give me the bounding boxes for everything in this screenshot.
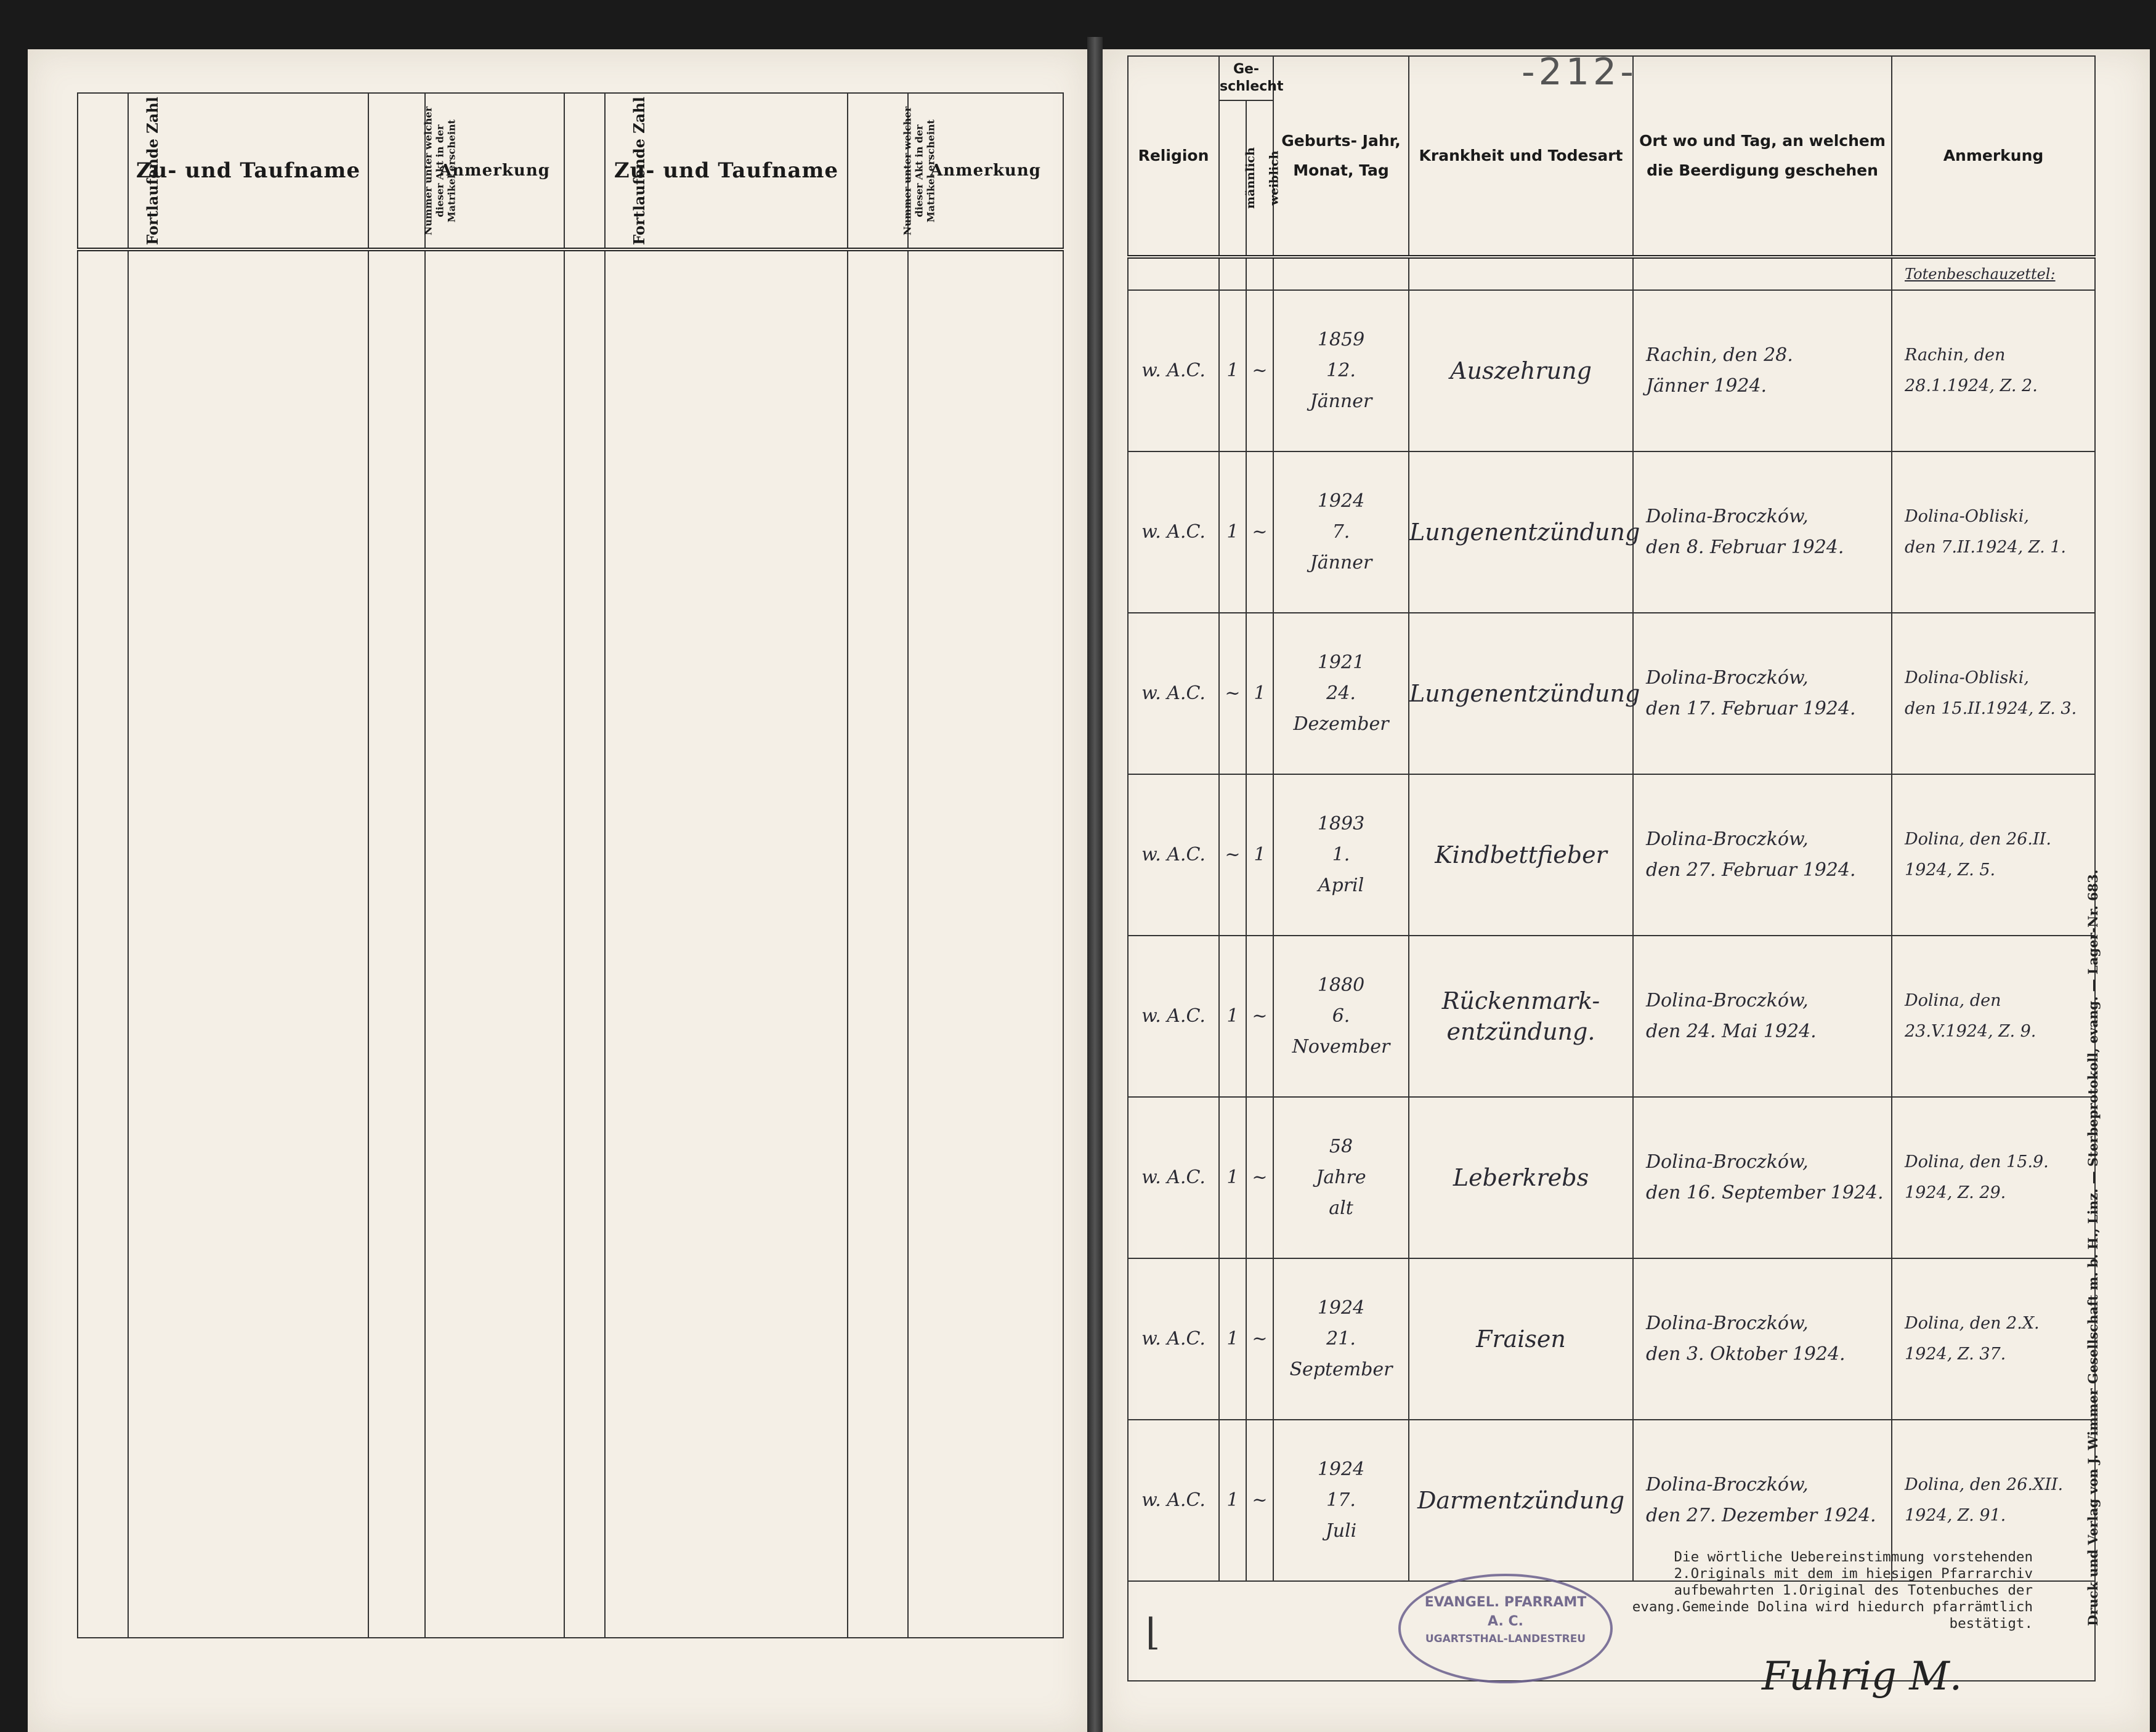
- remark-line-2: 1924, Z. 5.: [1905, 860, 1996, 880]
- birth-month: Juli: [1325, 1520, 1357, 1542]
- burial-place: Dolina-Broczków,: [1646, 1474, 1809, 1495]
- birth-day: Jahre: [1316, 1167, 1366, 1188]
- religion-cell: w. A.C.: [1141, 1005, 1206, 1027]
- remark-line-1: Dolina, den 2.X.: [1905, 1314, 2040, 1333]
- burial-date: den 3. Oktober 1924.: [1646, 1343, 1846, 1365]
- burial-date: Jänner 1924.: [1646, 375, 1767, 397]
- burial-date: den 17. Februar 1924.: [1646, 698, 1856, 719]
- page-number: -212-: [1522, 51, 1637, 94]
- cause-of-death: Leberkrebs: [1453, 1164, 1589, 1191]
- table-row: [1128, 1097, 2095, 1258]
- female-cell: 1: [1254, 844, 1266, 865]
- religion-cell: w. A.C.: [1141, 844, 1206, 865]
- birth-year: 1859: [1317, 329, 1365, 350]
- remark-line-1: Dolina, den: [1905, 991, 2001, 1010]
- female-cell: ~: [1252, 521, 1268, 543]
- religion-cell: w. A.C.: [1141, 1489, 1206, 1511]
- male-cell: 1: [1226, 521, 1239, 543]
- male-cell: 1: [1226, 1167, 1239, 1188]
- burial-date: den 24. Mai 1924.: [1646, 1021, 1817, 1042]
- birth-month: November: [1292, 1036, 1390, 1058]
- remark-line-1: Dolina, den 26.XII.: [1905, 1475, 2064, 1494]
- remark-line-2: den 7.II.1924, Z. 1.: [1905, 538, 2066, 557]
- header-krankheit: Krankheit und Todesart: [1409, 56, 1633, 257]
- remark-line-1: Dolina-Obliski,: [1905, 668, 2029, 687]
- header-anmerkung-2: Anmerkung: [908, 93, 1063, 249]
- cause-of-death: Auszehrung: [1450, 357, 1592, 384]
- note-row: [1128, 257, 2095, 290]
- certification-text: Die wörtliche Uebereinstimmung vorstehenden 2.Originals mit dem im hiesigen Pfarrarchiv aufbewahrten 1.Original des Totenbuches der evang.Gemeinde Dolina wird hiedurch pfarrämtlich bestätigt.: [1632, 1549, 2033, 1632]
- header-geschlecht: Ge-schlecht: [1219, 56, 1273, 100]
- male-cell: ~: [1225, 844, 1241, 865]
- header-ort: Ort wo und Tag, an welchem die Beerdigung geschehen: [1633, 56, 1892, 257]
- burial-place: Dolina-Broczków,: [1646, 990, 1809, 1011]
- table-row: [1128, 936, 2095, 1097]
- row-end-mark: ⌊: [1146, 1611, 1161, 1654]
- birth-year: 58: [1329, 1136, 1353, 1157]
- scan-border: [0, 0, 2156, 49]
- remark-line-1: Dolina, den 15.9.: [1905, 1152, 2049, 1172]
- header-weiblich: weiblich: [1246, 100, 1273, 257]
- female-cell: ~: [1252, 1167, 1268, 1188]
- remark-line-1: Dolina, den 26.II.: [1905, 830, 2051, 849]
- burial-place: Dolina-Broczków,: [1646, 1313, 1809, 1334]
- male-cell: 1: [1226, 1328, 1239, 1350]
- header-name-2: Zu- und Taufname: [605, 93, 848, 249]
- remark-line-1: Rachin, den: [1905, 346, 2006, 365]
- cause-of-death: Lungenentzündung: [1409, 680, 1640, 707]
- male-cell: 1: [1226, 1005, 1239, 1027]
- birth-month: alt: [1329, 1197, 1353, 1219]
- remark-line-2: 28.1.1924, Z. 2.: [1905, 376, 2038, 395]
- header-maennlich: männlich: [1219, 100, 1246, 257]
- book-spine: [1087, 37, 1103, 1732]
- burial-date: den 27. Februar 1924.: [1646, 859, 1856, 881]
- remark-line-2: 1924, Z. 37.: [1905, 1345, 2006, 1364]
- birth-day: 12.: [1326, 360, 1356, 381]
- table-row: [1128, 1258, 2095, 1420]
- right-page: [1103, 49, 2150, 1732]
- religion-cell: w. A.C.: [1141, 682, 1206, 704]
- birth-month: Jänner: [1310, 552, 1372, 573]
- empty-row: [78, 249, 1063, 1638]
- table-row: [1128, 613, 2095, 774]
- female-cell: ~: [1252, 1328, 1268, 1350]
- header-nummer: Nummer unter welcher dieser Akt in der Matrikel erscheint: [368, 93, 425, 249]
- death-register-table: [1127, 55, 2096, 1681]
- female-cell: ~: [1252, 1489, 1268, 1511]
- birth-year: 1924: [1317, 1297, 1365, 1319]
- header-anmerkung-right: Anmerkung: [1892, 56, 2095, 257]
- burial-place: Rachin, den 28.: [1646, 344, 1793, 366]
- birth-year: 1893: [1317, 813, 1365, 835]
- female-cell: ~: [1252, 1005, 1268, 1027]
- birth-day: 7.: [1332, 521, 1350, 543]
- cause-of-death: Rückenmark-entzündung.: [1441, 987, 1600, 1045]
- burial-place: Dolina-Broczków,: [1646, 506, 1809, 527]
- birth-day: 17.: [1326, 1489, 1356, 1511]
- religion-cell: w. A.C.: [1141, 1167, 1206, 1188]
- religion-cell: w. A.C.: [1141, 360, 1206, 381]
- cause-of-death: Kindbettfieber: [1435, 841, 1607, 868]
- pastor-signature: Fuhrig M.: [1762, 1654, 1963, 1699]
- birth-day: 24.: [1326, 682, 1356, 704]
- burial-place: Dolina-Broczków,: [1646, 828, 1809, 850]
- header-religion: Religion: [1128, 56, 1219, 257]
- cause-of-death: Fraisen: [1476, 1325, 1566, 1353]
- cause-of-death: Darmentzündung: [1417, 1487, 1625, 1514]
- parish-stamp: EVANGEL. PFARRAMT A. C. UGARTSTHAL-LANDESTREU: [1398, 1574, 1613, 1683]
- burial-date: den 8. Februar 1924.: [1646, 536, 1844, 558]
- burial-place: Dolina-Broczków,: [1646, 1151, 1809, 1173]
- birth-month: April: [1318, 875, 1364, 896]
- header-geburt: Geburts- Jahr, Monat, Tag: [1273, 56, 1409, 257]
- birth-month: Dezember: [1293, 713, 1389, 735]
- cause-of-death: Lungenentzündung: [1409, 519, 1640, 546]
- birth-month: September: [1289, 1359, 1393, 1380]
- burial-date: den 16. September 1924.: [1646, 1182, 1884, 1204]
- remark-line-2: 1924, Z. 91.: [1905, 1506, 2006, 1525]
- birth-month: Jänner: [1310, 391, 1372, 412]
- table-row: [1128, 451, 2095, 613]
- male-cell: 1: [1226, 1489, 1239, 1511]
- birth-year: 1921: [1317, 652, 1365, 673]
- header-fortlaufende-zahl: Fortlaufende Zahl: [78, 93, 128, 249]
- totenbeschau-note: Totenbeschauzettel:: [1905, 265, 2056, 283]
- burial-place: Dolina-Broczków,: [1646, 667, 1809, 689]
- remark-line-2: 23.V.1924, Z. 9.: [1905, 1022, 2036, 1041]
- burial-date: den 27. Dezember 1924.: [1646, 1505, 1876, 1526]
- religion-cell: w. A.C.: [1141, 521, 1206, 543]
- printer-imprint: Druck und Verlag von J. Wimmer Gesellschaft m. b. H., Linz. — Sterbeprotokoll, evang. — Lager-Nr. 683.: [2085, 869, 2101, 1626]
- remark-line-2: 1924, Z. 29.: [1905, 1183, 2006, 1202]
- header-anmerkung: Anmerkung: [425, 93, 564, 249]
- remark-line-2: den 15.II.1924, Z. 3.: [1905, 699, 2077, 718]
- table-row: [1128, 774, 2095, 936]
- remark-line-1: Dolina-Obliski,: [1905, 507, 2029, 526]
- table-row: [1128, 290, 2095, 451]
- female-cell: 1: [1254, 682, 1266, 704]
- birth-year: 1924: [1317, 490, 1365, 512]
- birth-year: 1924: [1317, 1459, 1365, 1480]
- male-cell: ~: [1225, 682, 1241, 704]
- religion-cell: w. A.C.: [1141, 1328, 1206, 1350]
- female-cell: ~: [1252, 360, 1268, 381]
- header-name: Zu- und Taufname: [128, 93, 368, 249]
- left-page: [28, 49, 1087, 1732]
- birth-day: 6.: [1332, 1005, 1350, 1027]
- left-register-table: [77, 92, 1064, 1638]
- birth-day: 21.: [1326, 1328, 1356, 1350]
- male-cell: 1: [1226, 360, 1239, 381]
- birth-year: 1880: [1317, 974, 1365, 996]
- header-fortlaufende-zahl-2: Fortlaufende Zahl: [564, 93, 605, 249]
- header-nummer-2: Nummer unter welcher dieser Akt in der Matrikel erscheint: [848, 93, 908, 249]
- birth-day: 1.: [1332, 844, 1350, 865]
